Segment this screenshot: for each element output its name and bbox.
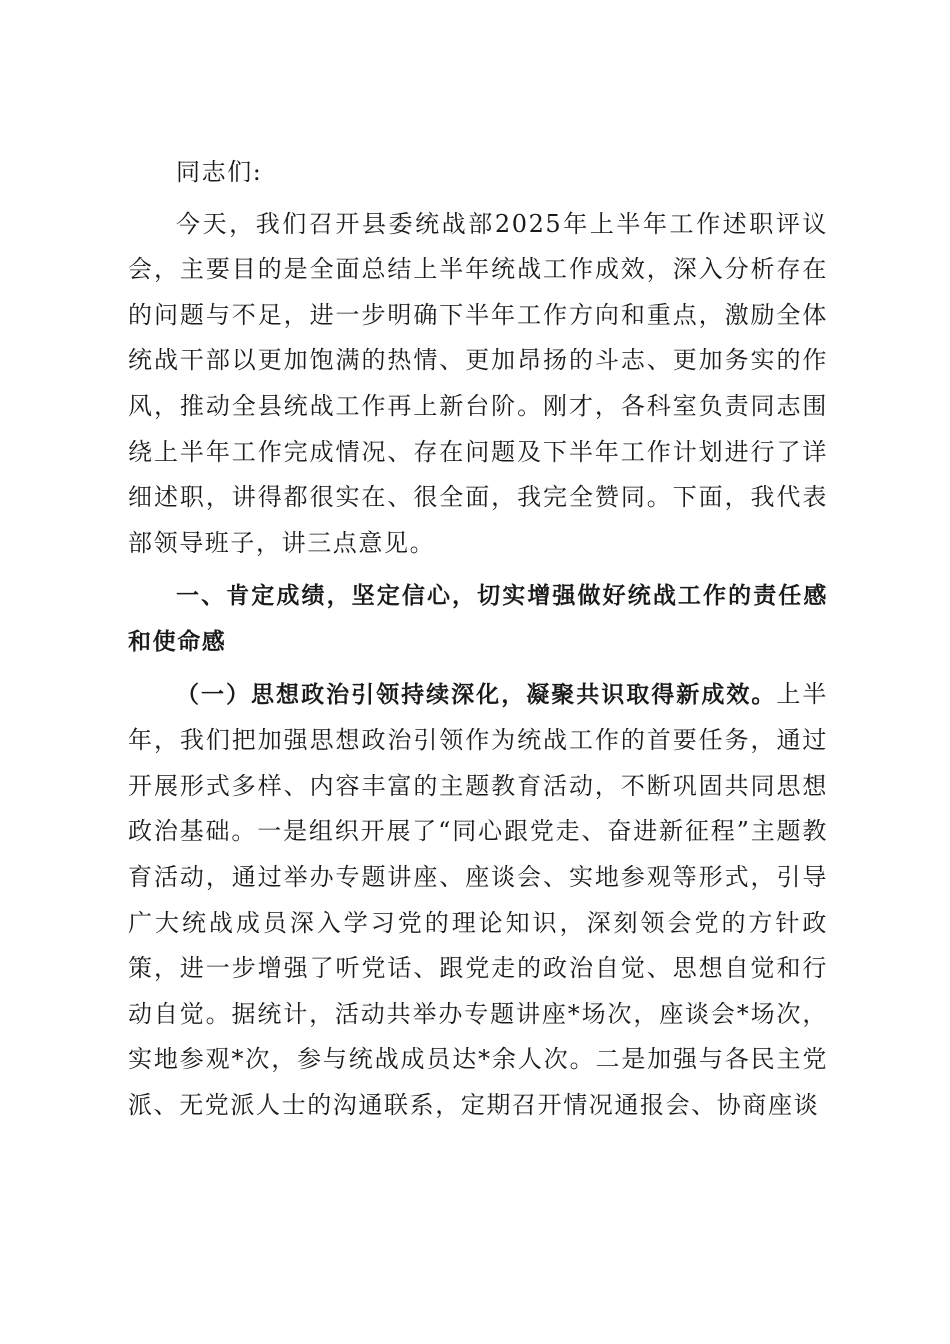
subsection-paragraph-1 [128, 672, 828, 1129]
section-heading-1: 一、肯定成绩，坚定信心，切实增强做好统战工作的责任感和使命感 [128, 583, 828, 655]
intro-paragraph: 今天，我们召开县委统战部2025年上半年工作述职评议会，主要目的是全面总结上半年统战工作成效，深入分析存在的问题与不足，进一步明确下半年工作方向和重点，激励全体统战干部以更加饱满的热情、更加昂扬的斗志、更加务实的作风，推动全县统战工作再上新台阶。刚才，各科室负责同志围绕上半年工作完成情况、存在问题及下半年工作计划进行了详细述职，讲得都很实在、很全面，我完全赞同。下面，我代表部领导班子，讲三点意见。 [128, 209, 828, 557]
subsection-title-1: （一）思想政治引领持续深化，凝聚共识取得新成效。 [176, 681, 777, 708]
document-body [128, 150, 828, 1128]
subsection-body-1: 上半年，我们把加强思想政治引领作为统战工作的首要任务，通过开展形式多样、内容丰富的主题教育活动，不断巩固共同思想政治基础。一是组织开展了“同心跟党走、奋进新征程”主题教育活动，通过举办专题讲座、座谈会、实地参观等形式，引导广大统战成员深入学习党的理论知识，深刻领会党的方针政策，进一步增强了听党话、跟党走的政治自觉、思想自觉和行动自觉。据统计，活动共举办专题讲座*场次，座谈会*场次，实地参观*次，参与统战成员达*余人次。二是加强与各民主党派、无党派人士的沟通联系，定期召开情况通报会、协商座谈 [128, 679, 828, 1119]
salutation: 同志们: [176, 158, 263, 186]
